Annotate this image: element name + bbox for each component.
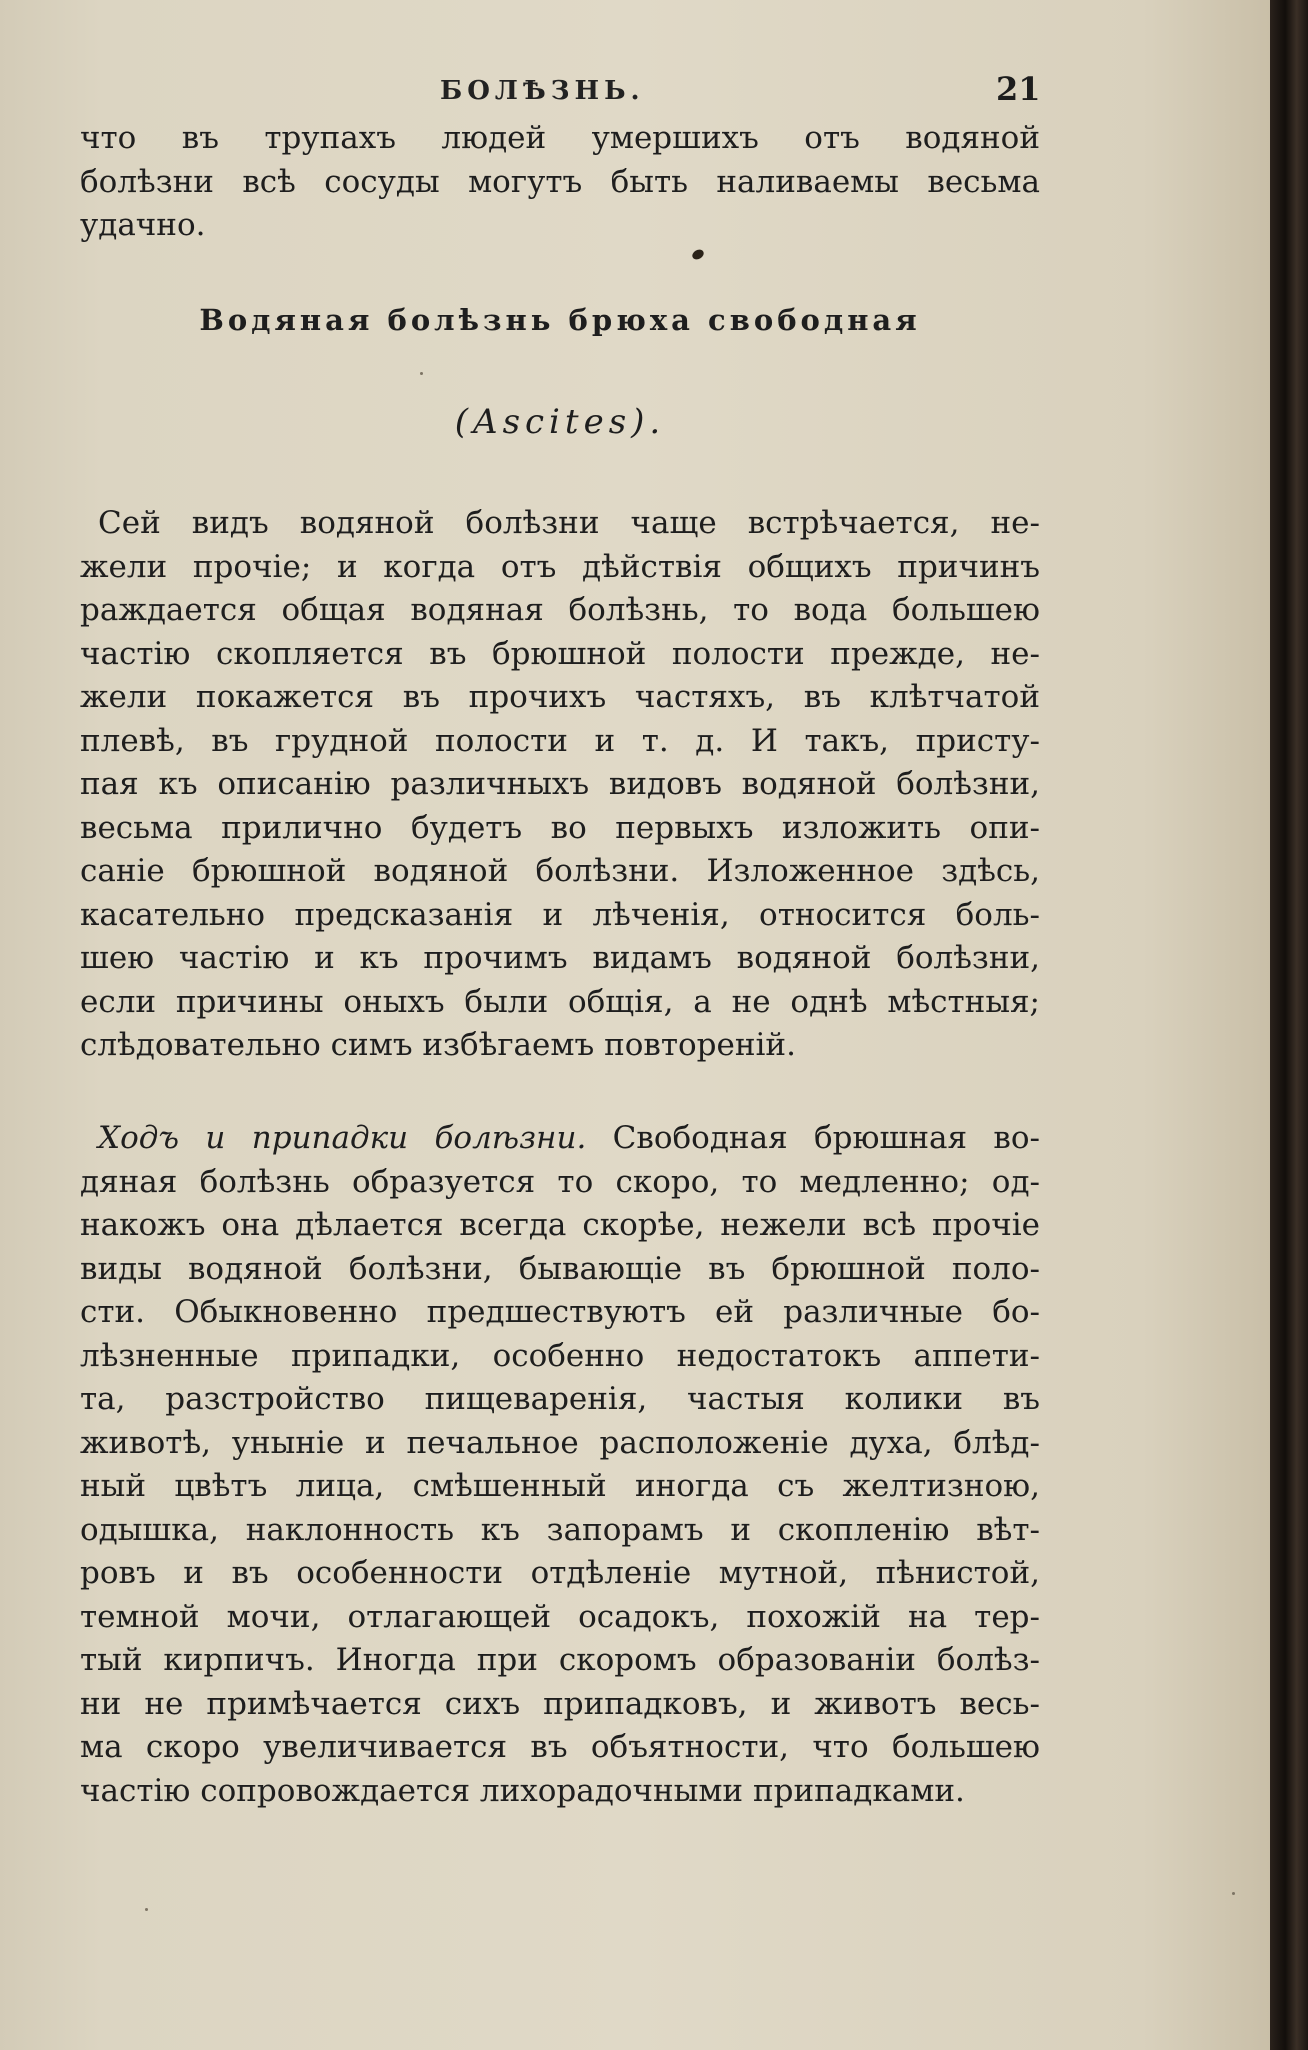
text-line: если причины оныхъ были общія, а не однѣ мѣстныя;	[80, 983, 1040, 1020]
text-line: пая къ описанію различныхъ видовъ водяной болѣзни,	[80, 766, 1040, 802]
page-header	[80, 70, 1040, 110]
paragraph-lead-rest: Свободная брюшная во-	[586, 1120, 1040, 1156]
paper-speck	[145, 1908, 148, 1911]
text-line: весьма прилично будетъ во первыхъ изложить опи-	[80, 809, 1040, 846]
paragraph-1	[80, 502, 1040, 1068]
text-line: накожъ она дѣлается всегда скорѣе, нежели всѣ прочіе	[80, 1207, 1040, 1243]
text-line: частію сопровождается лихорадочными припадками.	[80, 1772, 965, 1809]
text-line: темной мочи, отлагающей осадокъ, похожій на тер-	[80, 1598, 1040, 1635]
text-line: животѣ, уныніе и печальное расположеніе духа, блѣд-	[80, 1424, 1040, 1461]
text-line: что въ трупахъ людей умершихъ отъ водяной	[80, 120, 1040, 156]
ink-blot	[691, 248, 706, 262]
text-line: виды водяной болѣзни, бывающіе въ брюшной поло-	[80, 1250, 1040, 1287]
text-line: плевѣ, въ грудной полости и т. д. И такъ, присту-	[80, 722, 1040, 759]
text-line: жели покажется въ прочихъ частяхъ, въ клѣтчатой	[80, 679, 1040, 715]
text-line: та, разстройство пищеваренія, частыя колики въ	[80, 1381, 1040, 1417]
text-line: сти. Обыкновенно предшествуютъ ей различные бо-	[80, 1294, 1040, 1330]
text-line: жели прочіе; и когда отъ дѣйствія общихъ причинъ	[80, 548, 1040, 585]
text-line: саніе брюшной водяной болѣзни. Изложенное здѣсь,	[80, 853, 1040, 889]
paper-speck	[420, 372, 423, 375]
text-line: тый кирпичъ. Иногда при скоромъ образованіи болѣз-	[80, 1642, 1040, 1678]
text-line: ма скоро увеличивается въ объятности, что большею	[80, 1729, 1040, 1765]
intro-text	[80, 117, 1040, 248]
section-title: Водяная болѣзнь брюха свободная	[199, 303, 921, 337]
text-line	[80, 1117, 1040, 1161]
text-line: болѣзни всѣ сосуды могутъ быть наливаемы весьма	[80, 163, 1040, 200]
text-line: частію скопляется въ брюшной полости прежде, не-	[80, 635, 1040, 672]
text-line: одышка, наклонность къ запорамъ и скопленію вѣт-	[80, 1511, 1040, 1548]
text-line: удачно.	[80, 207, 206, 243]
text-line: шею частію и къ прочимъ видамъ водяной болѣзни,	[80, 940, 1040, 976]
paragraph-lead-italic: Ходъ и припадки болѣзни.	[98, 1120, 587, 1156]
text-line: Сей видъ водяной болѣзни чаще встрѣчается, не-	[98, 505, 1040, 541]
book-spine	[1270, 0, 1308, 2050]
running-head: БОЛѢЗНЬ.	[440, 76, 645, 106]
text-line: ровъ и въ особенности отдѣленіе мутной, пѣнистой,	[80, 1555, 1040, 1591]
text-line: дяная болѣзнь образуется то скоро, то медленно; од-	[80, 1163, 1040, 1200]
text-line: раждается общая водяная болѣзнь, то вода большею	[80, 592, 1040, 628]
section-latin-name: (Ascites).	[454, 402, 666, 442]
paragraph-2	[80, 1117, 1040, 1813]
text-line: ный цвѣтъ лица, смѣшенный иногда съ желтизною,	[80, 1468, 1040, 1504]
paper-speck	[1232, 1892, 1235, 1895]
text-line: лѣзненные припадки, особенно недостатокъ аппети-	[80, 1337, 1040, 1374]
page-number: 21	[996, 70, 1041, 108]
text-line: ни не примѣчается сихъ припадковъ, и животъ весь-	[80, 1685, 1040, 1722]
text-line: слѣдовательно симъ избѣгаемъ повтореній.	[80, 1027, 796, 1063]
text-line: касательно предсказанія и лѣченія, относится боль-	[80, 896, 1040, 933]
